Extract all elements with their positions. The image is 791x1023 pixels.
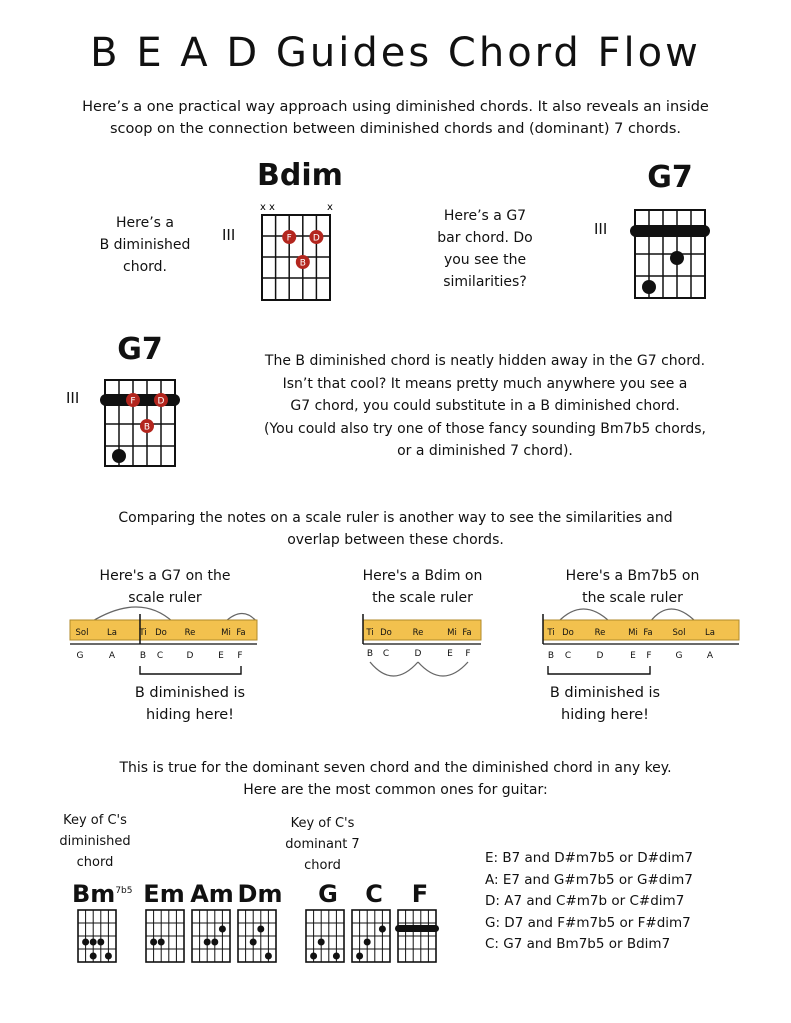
bdim-fret-label: III [222, 226, 236, 244]
ruler-note: D [186, 651, 194, 661]
g7-chord-diagram-mid [95, 375, 190, 470]
ruler-note: F [646, 651, 652, 661]
ruler-cell: Fa [236, 628, 246, 638]
ruler-cell: Do [155, 628, 167, 638]
ruler-note: C [564, 651, 572, 661]
g7-scale-ruler [65, 600, 265, 685]
ruler-note: C [382, 649, 390, 659]
ruler-cell: Re [594, 628, 606, 638]
key-dom-label: Key of C's dominant 7 chord [285, 816, 360, 873]
ruler-cell: Re [412, 628, 424, 638]
ruler-cell: Fa [462, 628, 472, 638]
diagram-f [398, 910, 436, 962]
ruler-cell: Sol [672, 628, 686, 638]
ruler-note: D [596, 651, 604, 661]
chord-dot [642, 280, 656, 294]
intro-text: Here’s a one practical way approach using diminished chords. It also reveals an inside scoop on the connection between diminished chords and (dominant) 7 chords. [82, 99, 709, 137]
ruler-note: F [237, 651, 243, 661]
ruler-note: A [108, 651, 116, 661]
ruler-note: C [156, 651, 164, 661]
chord-name-bm7b5: $Bm^{7b5}$ [72, 880, 133, 908]
ruler-cell: La [107, 628, 117, 638]
bm7b5-ruler-label: Here's a Bm7b5 on the scale ruler [565, 568, 700, 606]
page-title: B E A D Guides Chord Flow [90, 30, 701, 76]
g7-chord-diagram-top [625, 205, 725, 305]
svg-text:D: D [312, 233, 320, 244]
chord-name-em: Em [143, 880, 185, 908]
ruler-note: G [675, 651, 683, 661]
g7-note: Here’s a G7 bar chord. Do you see the similarities? [437, 208, 533, 290]
chord-name-f: F [411, 880, 429, 908]
svg-text:B: B [299, 258, 306, 269]
ruler-cell: Re [184, 628, 196, 638]
mute-mark: x [260, 202, 266, 213]
g7-fret-label-top: III [594, 220, 608, 238]
bdim-chord-diagram [250, 198, 350, 304]
barre-bar [630, 225, 710, 237]
diagram-am [192, 910, 230, 962]
chord-name-dm: Dm [237, 880, 283, 908]
ruler-note: A [706, 651, 714, 661]
g7-chord-name-top: G7 [647, 160, 693, 195]
bm7b5-scale-ruler [538, 600, 743, 685]
sub-a: A: E7 and G#m7b5 or G#dim7 [485, 871, 693, 888]
ruler-cell: Ti [366, 628, 374, 638]
svg-text:B: B [143, 422, 151, 433]
hidden-chord-paragraph: The B diminished chord is neatly hidden away in the G7 chord. Isn’t that cool? It means pretty much anywhere you see a G7 chord, you could substitute in a B diminished chord. (You could also try one of those fancy sounding Bm7b5 chords, or a diminished 7 chord). [264, 353, 706, 459]
diagram-em [146, 910, 184, 962]
sub-c: C: G7 and Bm7b5 or Bdim7 [485, 936, 671, 952]
g7-fret-label-mid: III [66, 389, 80, 407]
ruler-cell: Mi [447, 628, 457, 638]
ruler-cell: Mi [221, 628, 231, 638]
ruler-note: B [139, 651, 147, 661]
chord-name-c: C [365, 880, 383, 908]
ruler-note: B [547, 651, 555, 661]
substitution-list [485, 848, 693, 956]
ruler-cell: Mi [628, 628, 638, 638]
chord-dot [112, 449, 126, 463]
ruler-cell: Ti [139, 628, 147, 638]
mute-mark: x [327, 202, 333, 213]
compare-text: Comparing the notes on a scale ruler is another way to see the similarities and overlap between these chords. [118, 510, 673, 548]
ruler-cell: Sol [75, 628, 89, 638]
chord-dot [670, 251, 684, 265]
mute-mark: x [269, 202, 275, 213]
chord-name-am: Am [190, 880, 234, 908]
bm7b5-hiding-note: B diminished is hiding here! [549, 685, 661, 723]
ruler-note: E [630, 651, 636, 661]
ruler-cell: Do [380, 628, 392, 638]
ruler-note: B [366, 649, 374, 659]
key-dim-label: Key of C's diminished chord [59, 813, 131, 870]
sub-d: D: A7 and C#m7b or C#dim7 [485, 893, 685, 909]
mini-chord-diagrams [70, 905, 460, 967]
ruler-note: D [414, 649, 422, 659]
svg-text:F: F [286, 233, 292, 244]
any-key-text: This is true for the dominant seven chord and the diminished chord in any key. Here are the most common ones for guitar: [119, 760, 672, 798]
g7-hiding-note: B diminished is hiding here! [134, 685, 246, 723]
ruler-cell: Do [562, 628, 574, 638]
ruler-cell: Fa [643, 628, 653, 638]
chord-name-g: G [318, 880, 338, 908]
g7-ruler-label: Here's a G7 on the scale ruler [99, 568, 231, 606]
svg-text:D: D [157, 396, 165, 407]
g7-chord-name-mid: G7 [117, 332, 163, 367]
ruler-note: E [218, 651, 224, 661]
svg-text:F: F [130, 396, 136, 407]
bdim-note: Here’s a B diminished chord. [99, 215, 191, 275]
ruler-note: E [447, 649, 453, 659]
sub-e: E: B7 and D#m7b5 or D#dim7 [485, 850, 693, 866]
ruler-cell: La [705, 628, 715, 638]
ruler-note: G [76, 651, 84, 661]
ruler-note: F [465, 649, 471, 659]
ruler-cell: Ti [547, 628, 555, 638]
bdim-ruler-label: Here's a Bdim on the scale ruler [362, 568, 483, 606]
sub-g: G: D7 and F#m7b5 or F#dim7 [485, 914, 691, 931]
bdim-scale-ruler [355, 600, 490, 690]
bdim-chord-name: Bdim [257, 158, 343, 193]
